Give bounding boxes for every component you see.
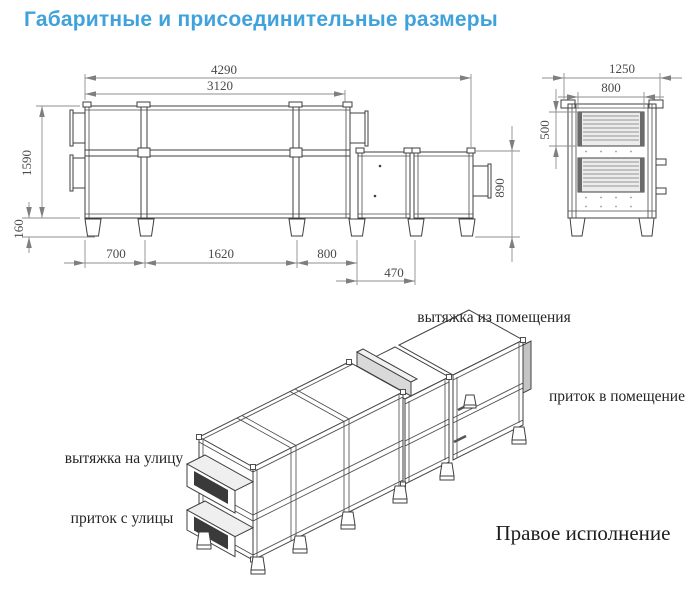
dim-section-4: 470 [384,265,404,280]
dim-section-2: 1620 [208,246,234,261]
front-far-right-flange [473,164,491,198]
side-leg-left [570,218,585,236]
side-leg-right [639,218,654,236]
front-extension-box-1 [358,152,410,218]
dim-right-section-height: 890 [492,178,507,198]
front-left-flange-top [70,110,85,146]
front-right-flange [350,111,368,146]
front-legs [85,219,475,236]
label-exhaust-from-room: вытяжка из помещения [417,309,571,326]
side-grille-bottom [578,158,644,192]
side-handle-bottom [656,188,666,194]
front-left-flange-bottom [70,155,85,191]
side-handle-top [656,159,666,165]
dim-body-height: 1590 [19,150,34,176]
label-supply-from-street: приток с улицы [70,510,174,527]
dim-overall-depth: 1250 [609,61,635,76]
label-exhaust-to-street: вытяжка на улицу [64,450,184,467]
iso-view [65,309,685,574]
dim-body-length: 3120 [207,78,233,93]
page-title: Габаритные и присоединительные размеры [24,8,498,31]
front-extension-box-2 [414,152,473,218]
dim-duct-width: 800 [601,80,621,95]
side-grille-top [578,112,644,146]
dim-section-1: 700 [106,246,126,261]
label-variant: Правое исполнение [495,521,671,545]
front-view [11,62,520,285]
front-dimensions [11,62,520,285]
side-view [537,61,682,236]
dim-leg-height: 160 [11,219,26,239]
iso-supply-flange [523,341,531,393]
front-body [85,106,350,218]
label-supply-to-room: приток в помещение [549,388,685,405]
dim-duct-height: 500 [537,120,552,140]
dim-total-length: 4290 [211,62,237,77]
dim-section-3: 800 [317,246,337,261]
